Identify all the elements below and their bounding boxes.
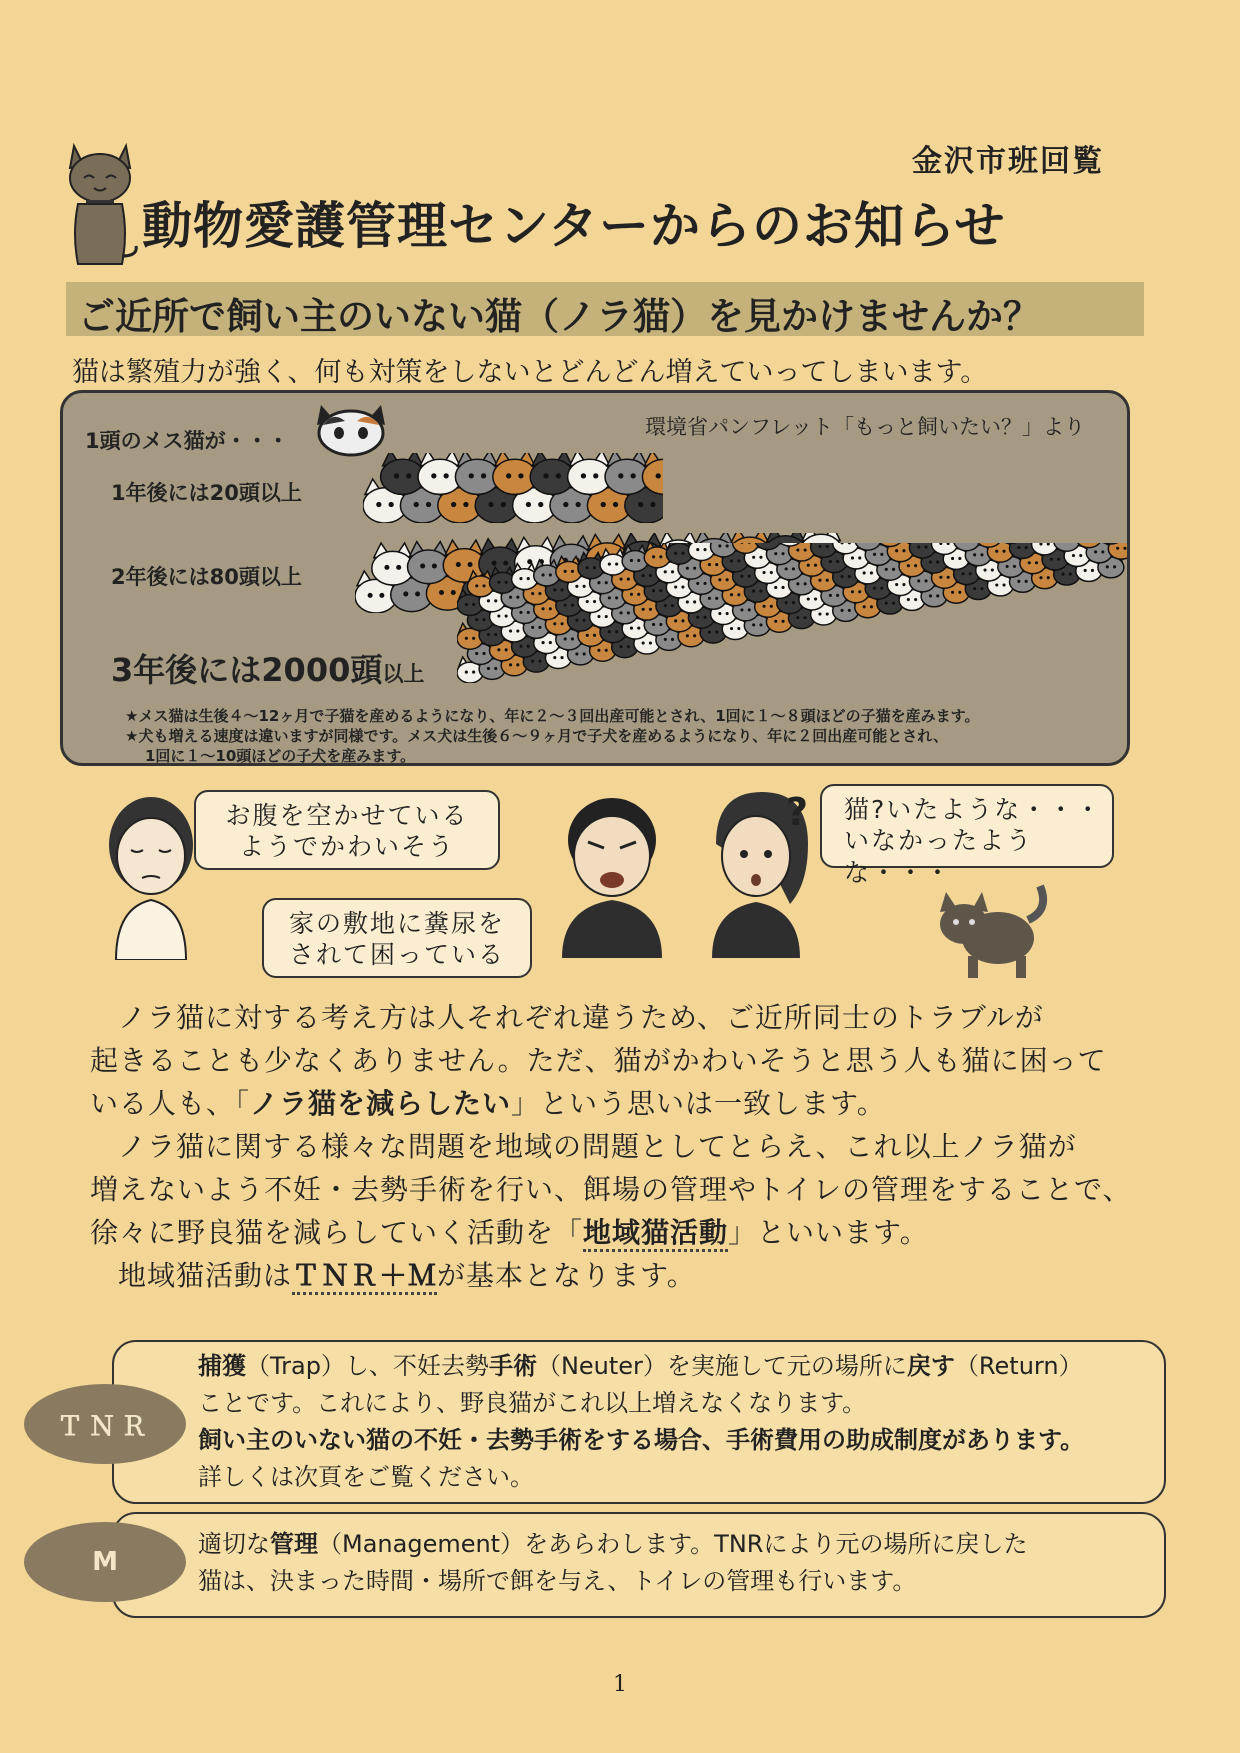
paragraph-line: ノラ猫に関する様々な問題を地域の問題としてとらえ、これ以上ノラ猫が — [118, 1130, 1077, 1163]
m-box — [112, 1512, 1166, 1618]
kitten-group-icon — [363, 453, 663, 523]
circulation-label: 金沢市班回覧 — [912, 144, 1104, 179]
subtitle: ご近所で飼い主のいない猫（ノラ猫）を見かけませんか？ — [78, 295, 1040, 338]
tnr-subsidy-line: 飼い主のいない猫の不妊・去勢手術をする場合、手術費用の助成制度があります。 — [198, 1426, 1085, 1454]
growth-heading: 1頭のメス猫が・・・ — [85, 429, 289, 453]
cat-growth-infographic — [60, 390, 1130, 766]
woman-illustration — [96, 790, 206, 964]
paragraph-line: いる人も、「ノラ猫を減らしたい」という思いは一致します。 — [90, 1087, 886, 1120]
intro-text: 猫は繁殖力が強く、何も対策をしないとどんどん増えていってしまいます。 — [72, 357, 988, 388]
speech-bubble-man: 家の敷地に糞尿を されて困っている — [262, 898, 532, 978]
growth-note-2: ★犬も増える速度は違いますが同様です。メス犬は生後６～９ヶ月で子犬を産めるようになり、年に２回出産可能とされ、 — [125, 727, 949, 745]
page-title: 動物愛護管理センターからのお知らせ — [142, 197, 1006, 255]
paragraph-line: ノラ猫に対する考え方は人それぞれ違うため、ご近所同士のトラブルが — [118, 1001, 1044, 1034]
stray-cat-illustration — [932, 880, 1048, 984]
paragraph-line: 地域猫活動はＴＮＲ＋Ｍが基本となります。 — [90, 1254, 1150, 1297]
speech-bubble-woman: お腹を空かせている ようでかわいそう — [194, 790, 500, 870]
growth-row-3: 3年後には2000頭以上 — [111, 651, 425, 689]
tnr-box — [112, 1340, 1166, 1504]
kitten-crowd-icon — [457, 543, 1127, 683]
cat-mascot-icon — [60, 138, 140, 270]
growth-row-1: 1年後には20頭以上 — [111, 481, 302, 505]
m-line-1: 適切な管理（Management）をあらわします。TNRにより元の場所に戻した — [198, 1530, 1028, 1558]
m-line-2: 猫は、決まった時間・場所で餌を与え、トイレの管理も行います。 — [198, 1567, 917, 1595]
source-note: 環境省パンフレット「もっと飼いたい？」より — [645, 415, 1085, 439]
tnr-label: ＴＮＲ — [24, 1384, 186, 1464]
angry-man-illustration — [552, 788, 672, 962]
growth-note-3: 1回に１～10頭ほどの子犬を産みます。 — [145, 747, 416, 765]
page-number: 1 — [613, 1672, 627, 1697]
growth-row-2: 2年後には80頭以上 — [111, 565, 302, 589]
speech-bubble-neighbor: 猫?いたような・・・ いなかったような・・・ — [820, 784, 1114, 868]
paragraph-line: 徐々に野良猫を減らしていく活動を「地域猫活動」といいます。 — [90, 1211, 1150, 1254]
tnr-line-1: 捕獲（Trap）し、不妊去勢手術（Neuter）を実施して元の場所に戻す（Return） — [198, 1352, 1083, 1380]
tnr-line-2: ことです。これにより、野良猫がこれ以上増えなくなります。 — [198, 1389, 867, 1417]
m-label: M — [24, 1522, 186, 1602]
tnr-line-4: 詳しくは次頁をご覧ください。 — [198, 1463, 534, 1491]
question-mark-icon: ? — [786, 790, 809, 834]
growth-note-1: ★メス猫は生後４～12ヶ月で子猫を産めるようになり、年に２～３回出産可能とされ、1回に１～８頭ほどの子猫を産みます。 — [125, 707, 980, 725]
mother-cat-icon — [313, 401, 389, 461]
body-text — [90, 996, 1150, 1297]
paragraph-line: 起きることも少なくありません。ただ、猫がかわいそうと思う人も猫に困って — [90, 1044, 1107, 1077]
paragraph-line: 増えないよう不妊・去勢手術を行い、餌場の管理やトイレの管理をすることで、 — [90, 1173, 1132, 1206]
